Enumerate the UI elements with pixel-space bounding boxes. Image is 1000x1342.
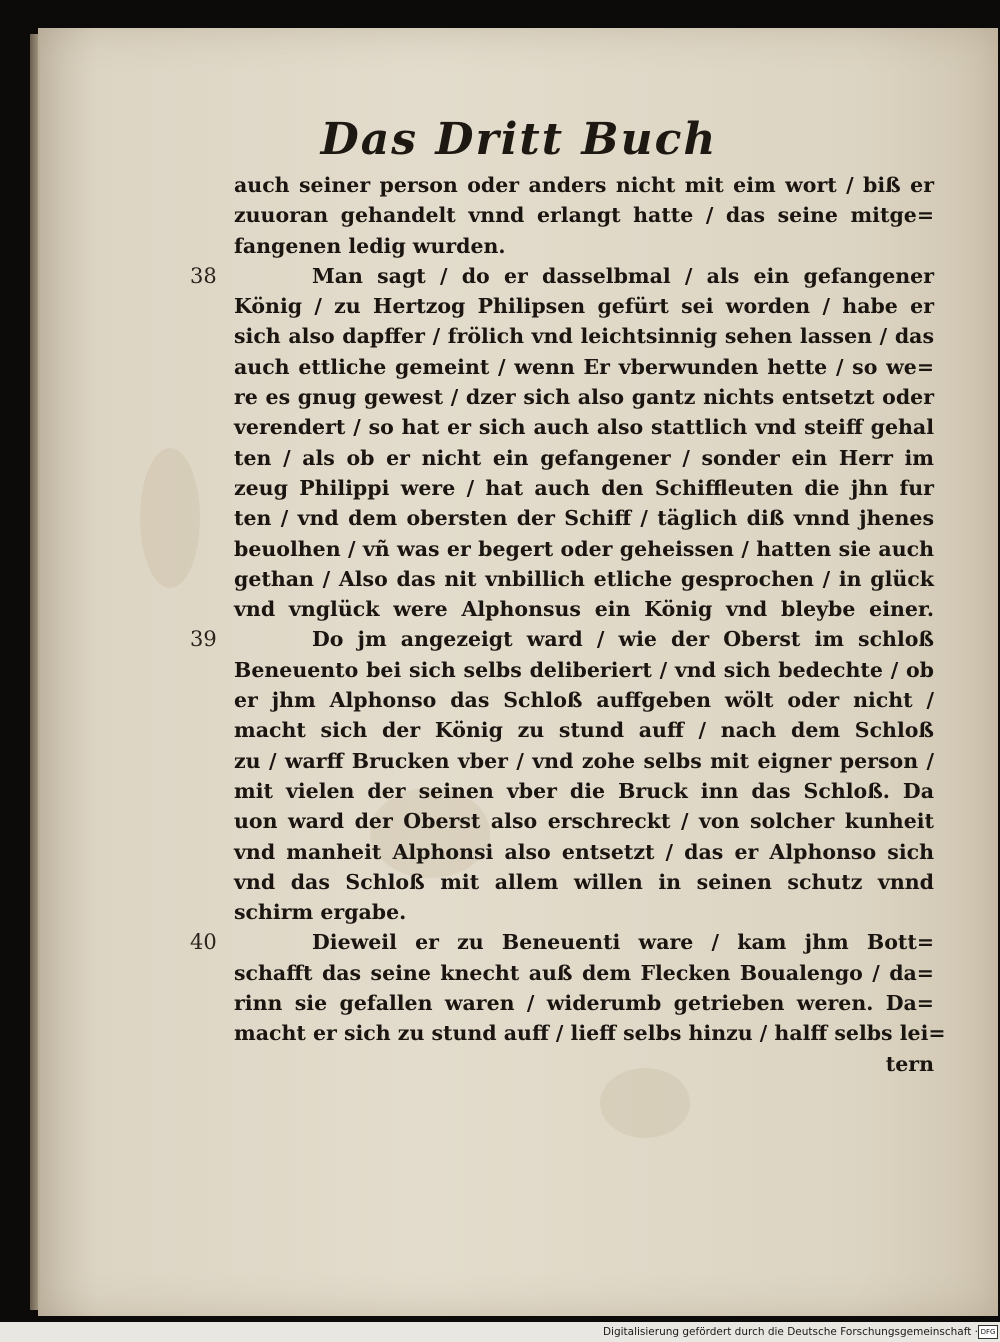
line-text: Dieweil er zu Beneuenti ware / kam jhm Bott= [312,930,934,955]
text-line: er jhm Alphonso das Schloß auffgeben wölt oder nicht / [234,688,934,713]
text-line: sich also dapffer / frölich vnd leichtsinnig sehen lassen / das [234,324,934,349]
text-line: uon ward der Oberst also erschreckt / von solcher kunheit [234,809,934,834]
text-line: re es gnug gewest / dzer sich also gantz nichts entsetzt oder [234,385,934,410]
text-line: fangenen ledig wurden. [234,233,506,258]
text-line: mit vielen der seinen vber die Bruck inn das Schloß. Da [234,778,934,803]
text-line: verendert / so hat er sich auch also stattlich vnd steiff gehal [234,415,934,440]
text-line: tern [885,1051,934,1076]
text-line: vnd vnglück were Alphonsus ein König vnd bleybe einer. [234,597,934,622]
text-line: beuolhen / vñ was er begert oder geheissen / hatten sie auch [234,536,934,561]
running-head: Das Dritt Buch [320,114,718,165]
paragraph-first-line [190,624,934,654]
text-line: auch ettliche gemeint / wenn Er vberwunden hette / so we= [234,354,934,379]
text-line: macht sich der König zu stund auff / nach dem Schloß [234,718,934,743]
paragraph-first-line [190,261,934,291]
digitization-credit: Digitalisierung gefördert durch die Deutsche Forschungsgemeinschaft · [602,1326,978,1338]
line-text: Man sagt / do er dasselbmal / als ein gefangener [312,263,934,288]
text-line: vnd das Schloß mit allem willen in seinen schutz vnnd [234,869,934,894]
paragraph-first-line [190,927,934,957]
text-line: auch seiner person oder anders nicht mit eim wort / biß er [234,173,934,197]
text-line: König / zu Hertzog Philipsen gefürt sei worden / habe er [234,294,934,319]
paper-stain [140,448,200,588]
text-line: macht er sich zu stund auff / lieff selbs hinzu / halff selbs lei= [234,1021,946,1046]
section-number: 39 [190,627,217,652]
text-line: ten / vnd dem obersten der Schiff / täglich diß vnnd jhenes [234,506,934,531]
text-line: vnd manheit Alphonsi also entsetzt / das er Alphonso sich [234,839,934,864]
dfg-logo: DFG [978,1325,998,1339]
text-line: Beneuento bei sich selbs deliberiert / vnd sich bedechte / ob [234,657,934,682]
text-line: gethan / Also das nit vnbillich etliche gesprochen / in glück [234,566,934,591]
book-page [38,28,998,1316]
text-line: rinn sie gefallen waren / widerumb getrieben weren. Da= [234,991,934,1016]
body-text [190,170,946,1079]
section-number: 38 [190,263,217,288]
text-line: schirm ergabe. [234,900,407,925]
text-line: zu / warff Brucken vber / vnd zohe selbs mit eigner person / [234,748,934,773]
text-line: zeug Philippi were / hat auch den Schiffleuten die jhn fur [234,475,934,500]
text-line: schafft das seine knecht auß dem Flecken Boualengo / da= [234,960,934,985]
line-text: Do jm angezeigt ward / wie der Oberst im schloß [312,627,934,652]
section-number: 40 [190,930,217,955]
text-line: ten / als ob er nicht ein gefangener / sonder ein Herr im [234,445,934,470]
text-line: zuuoran gehandelt vnnd erlangt hatte / das seine mitge= [234,203,934,228]
